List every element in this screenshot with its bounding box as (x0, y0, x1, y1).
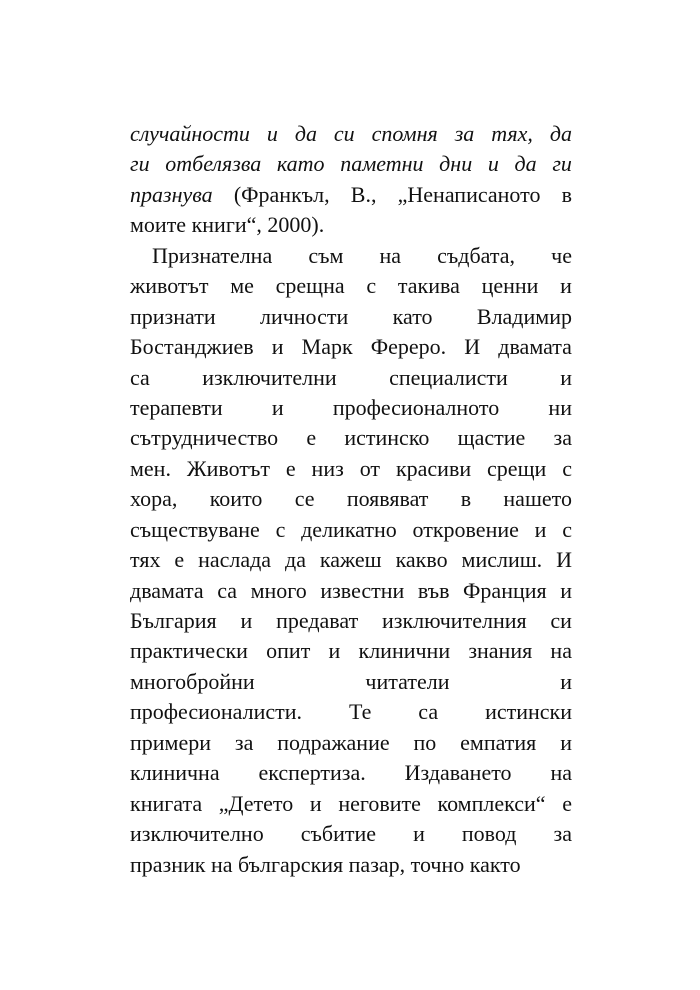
word: Те (348, 699, 372, 725)
word: и (560, 577, 572, 603)
word: Владимир (476, 303, 572, 329)
word: И (464, 334, 481, 360)
word: за (553, 425, 572, 451)
word: изключителния (382, 608, 527, 633)
word: съм (308, 242, 344, 268)
word: „Ненаписаното (397, 181, 541, 207)
text-line (130, 119, 572, 149)
word: специалисти (389, 364, 508, 390)
word: и (413, 821, 425, 847)
word: като (276, 151, 325, 177)
word: личности (259, 303, 349, 329)
word: известни (320, 577, 405, 603)
word: щастие (457, 425, 526, 451)
text-line (130, 363, 572, 393)
text-line (130, 515, 572, 545)
word: във (417, 577, 450, 603)
word: признати (130, 303, 216, 329)
text-line (130, 667, 572, 697)
word: моите (130, 212, 192, 238)
word: ценни (481, 273, 539, 299)
text-line (130, 271, 572, 301)
word: за (234, 729, 254, 755)
text-line (130, 302, 572, 332)
word: красиви (395, 455, 472, 481)
word: за (454, 121, 475, 146)
word: клинична (130, 760, 220, 786)
text-line (130, 850, 572, 880)
word: ги (552, 151, 572, 177)
word: такива (397, 273, 460, 299)
word: с (562, 455, 572, 481)
word: неговите (338, 790, 421, 816)
text-line (130, 576, 572, 606)
word: какво (395, 547, 448, 573)
text-line (130, 149, 572, 179)
word: ме (230, 273, 254, 299)
word: сътрудничество (130, 425, 279, 451)
word: появяват (346, 486, 429, 512)
text-line (130, 758, 572, 788)
paragraph (130, 119, 572, 241)
word: и (534, 516, 547, 542)
word: опит (266, 638, 311, 664)
word: тях, (491, 121, 533, 146)
word: да (549, 121, 572, 146)
word: на (550, 638, 572, 664)
word: „Детето (218, 790, 294, 816)
word: и (560, 668, 572, 694)
word: Признателна (152, 242, 273, 268)
word: и (309, 790, 322, 816)
word: България (130, 608, 217, 633)
word: и (271, 334, 284, 360)
word: мислиш. (461, 547, 543, 573)
word: наслада (198, 547, 272, 573)
word: паметни (340, 151, 424, 177)
word: практически (130, 638, 248, 664)
text-line (130, 636, 572, 666)
word: е (562, 790, 572, 816)
text-line (130, 819, 572, 849)
word: както (469, 851, 521, 877)
word: двамата (130, 577, 204, 603)
word: и (271, 394, 284, 420)
word: Франция (463, 577, 547, 603)
word: клинични (358, 638, 451, 664)
word: ги (130, 151, 150, 177)
word: Животът (186, 455, 270, 481)
text-line (130, 728, 572, 758)
word: Бостанджиев (130, 334, 254, 360)
word: на (379, 242, 402, 268)
word: на (210, 851, 239, 877)
word: книгата (130, 790, 203, 816)
word: точно (410, 851, 470, 877)
word: В., (350, 181, 377, 207)
word: хора, (130, 486, 178, 512)
word: откровение (412, 516, 519, 542)
word: да (285, 547, 306, 573)
word: предават (276, 608, 359, 633)
word: И (556, 547, 572, 573)
word: е (285, 455, 296, 481)
text-line (130, 697, 572, 727)
word: да (294, 121, 317, 146)
word: подражание (277, 729, 390, 755)
word: 2000). (267, 212, 325, 238)
word: са (418, 699, 439, 725)
word: е (174, 547, 185, 573)
word: празник (130, 851, 211, 877)
word: много (250, 577, 307, 603)
word: че (551, 242, 572, 268)
word: повод (461, 821, 517, 847)
word: съществуване (130, 516, 260, 542)
text-line (130, 454, 572, 484)
word: празнува (130, 181, 213, 207)
text-line (130, 484, 572, 514)
body-text (130, 119, 572, 880)
word: дни (439, 151, 473, 177)
word: книги“, (191, 212, 268, 238)
word: (Франкъл, (233, 181, 330, 207)
word: примери (130, 729, 212, 755)
text-line (130, 393, 572, 423)
word: и (328, 638, 341, 664)
word: изключителни (202, 364, 337, 390)
word: и (560, 729, 572, 755)
text-line (130, 210, 572, 240)
word: се (294, 486, 315, 512)
word: срещи (487, 455, 547, 481)
word: събитие (300, 821, 377, 847)
word: кажеш (319, 547, 382, 573)
word: професионалното (332, 394, 500, 420)
word: от (359, 455, 381, 481)
word: с (275, 516, 286, 542)
word: като (392, 303, 433, 329)
word: двамата (498, 334, 572, 360)
word: истинско (344, 425, 430, 451)
word: си (333, 121, 355, 146)
text-line (130, 423, 572, 453)
word: деликатно (301, 516, 397, 542)
word: са (130, 364, 150, 390)
word: ни (548, 394, 572, 420)
word: Марк (301, 334, 353, 360)
word: комплекси“ (437, 790, 546, 816)
word: срещна (275, 273, 345, 299)
text-line (130, 241, 572, 271)
word: отбелязва (165, 151, 262, 177)
word: си (550, 608, 572, 633)
word: и (240, 608, 253, 633)
word: съдбата, (437, 242, 516, 268)
word: знания (468, 638, 533, 664)
word: по (413, 729, 437, 755)
word: многобройни (130, 668, 255, 694)
word: на (550, 760, 572, 786)
word: българския (238, 851, 349, 877)
word: е (306, 425, 317, 451)
word: за (553, 821, 572, 847)
word: Издаването (404, 760, 512, 786)
paragraph (130, 241, 572, 880)
word: случайности (130, 121, 250, 146)
word: истински (485, 699, 572, 725)
word: и (560, 364, 572, 390)
text-line (130, 789, 572, 819)
word: професионалисти. (130, 699, 303, 725)
word: Фереро. (370, 334, 447, 360)
word: пазар, (348, 851, 411, 877)
word: които (209, 486, 263, 512)
word: низ (311, 455, 344, 481)
word: нашето (503, 486, 572, 512)
word: и (560, 273, 572, 299)
text-line (130, 332, 572, 362)
word: и (266, 121, 278, 146)
word: експертиза. (258, 760, 366, 786)
word: да (514, 151, 537, 177)
text-line (130, 545, 572, 575)
word: в (561, 181, 572, 207)
word: животът (130, 273, 209, 299)
word: с (562, 516, 572, 542)
word: спомня (371, 121, 438, 146)
word: с (366, 273, 377, 299)
word: терапевти (130, 394, 223, 420)
text-line (130, 606, 572, 636)
word: мен. (130, 455, 171, 481)
word: в (460, 486, 472, 512)
word: са (217, 577, 238, 603)
word: изключително (130, 821, 264, 847)
text-line (130, 180, 572, 210)
word: и (487, 151, 499, 177)
word: читатели (365, 668, 450, 694)
word: тях (130, 547, 161, 573)
word: емпатия (460, 729, 537, 755)
